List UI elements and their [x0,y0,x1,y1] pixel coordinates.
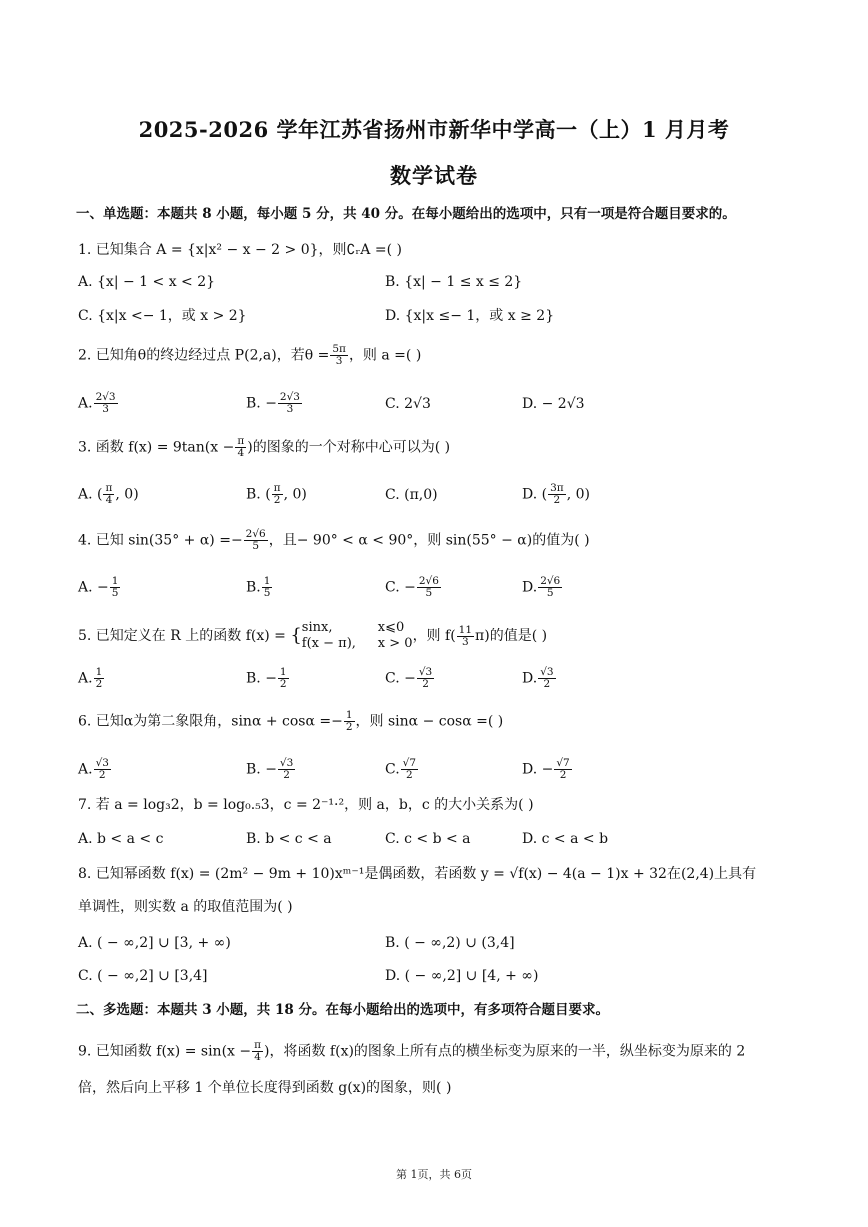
option-label: D. ( [522,486,548,503]
question-5-stem-post: π)的值是( ) [475,628,548,644]
fraction-numerator: √7 [402,757,417,769]
question-4-stem-post: ，且− 90° < α < 90°，则 sin(55° − α)的值为( ) [268,532,590,549]
fraction-denominator: 2 [543,678,551,690]
question-9-stem-pre: 9. 已知函数 f(x) = sin(x − [78,1043,252,1060]
option-label: B. ( [246,486,271,503]
option-fraction [278,758,295,781]
question-5-stem-mid: ，则 f( [412,628,456,644]
question-5-stem-fraction [457,625,474,648]
question-4-option-b [246,576,273,599]
option-fraction [103,483,114,506]
piecewise-case-1 [302,620,413,636]
option-suffix: , 0) [566,486,590,503]
case-expression: f(x − π), [301,636,356,651]
question-4-stem-fraction [244,529,268,552]
option-label: C. [385,761,400,778]
question-6-stem [78,710,503,733]
option-fraction [554,758,571,781]
fraction-denominator: 4 [105,494,113,506]
question-9-stem-post: )，将函数 f(x)的图象上所有点的横坐标变为原来的一半，纵坐标变为原来的 2 [264,1043,746,1060]
question-2-option-c: C. 2√3 [385,396,431,412]
question-8-option-d: D. ( − ∞,2] ∪ [4, + ∞) [385,968,539,984]
question-2-option-d: D. − 2√3 [522,396,585,412]
fraction-denominator: 4 [237,447,245,459]
question-7-option-b: B. b < c < a [246,831,332,847]
fraction-numerator: π [254,1039,262,1051]
question-4-option-d [522,576,563,599]
question-7-stem: 7. 若 a = log₃2，b = log₀.₅3，c = 2⁻¹·²，则 a，b，c 的大小关系为( ) [78,797,534,813]
option-fraction [110,576,121,599]
option-label: A. [78,395,93,412]
fraction-numerator: 2√3 [279,391,300,403]
section-heading-multiple-choice: 二、多选题：本题共 3 小题，共 18 分。在每小题给出的选项中，有多项符合题目要求。 [76,1002,609,1018]
option-suffix: , 0) [115,486,139,503]
fraction-denominator: 3 [286,403,294,415]
option-label: B. − [246,395,277,412]
question-6-option-a [78,758,112,781]
question-6-option-d [522,758,573,781]
question-8-stem-line-2: 单调性，则实数 a 的取值范围为( ) [78,899,293,915]
fraction-denominator: 5 [425,587,433,599]
option-fraction [538,576,562,599]
fraction-numerator: √3 [95,757,109,769]
question-7-option-d: D. c < a < b [522,831,609,847]
question-5-stem [78,620,547,652]
fraction-denominator: 4 [254,1051,261,1063]
option-label: A. [78,761,93,778]
question-5-stem-pre: 5. 已知定义在 R 上的函数 f(x) = [78,628,286,644]
fraction-numerator: 3π [550,482,564,494]
page-footer: 第 1页，共 6页 [396,1168,472,1181]
fraction-denominator: 2 [279,678,287,690]
question-3-stem [78,436,450,459]
question-6-stem-post: ，则 sinα − cosα =( ) [355,713,504,730]
fraction-denominator: 2 [283,769,290,781]
fraction-denominator: 3 [102,403,109,415]
question-9-stem [78,1040,745,1063]
option-fraction [538,667,555,690]
fraction-numerator: 1 [263,575,271,587]
question-3-stem-post: )的图象的一个对称中心可以为( ) [247,439,451,456]
fraction-denominator: 3 [462,635,469,648]
question-6-stem-fraction [344,710,355,733]
question-3-stem-pre: 3. 函数 f(x) = 9tan(x − [78,439,235,456]
question-1-option-b: B. {x| − 1 ≤ x ≤ 2} [385,274,523,290]
question-1-option-d: D. {x|x ≤− 1，或 x ≥ 2} [385,308,555,324]
option-label: A. ( [78,486,103,503]
question-2-stem-post: ，则 a =( ) [348,347,422,364]
fraction-numerator: π [273,482,281,494]
question-3-stem-fraction [235,436,246,459]
fraction-denominator: 2 [406,769,413,781]
option-label: B. − [246,761,277,778]
fraction-numerator: π [237,435,245,447]
question-6-stem-pre: 6. 已知α为第二象限角，sinα + cosα =− [78,713,343,730]
question-2-stem-fraction [330,344,348,367]
option-label: A. − [78,579,109,596]
question-3-option-b [246,483,307,506]
question-1-option-a: A. {x| − 1 < x < 2} [78,274,216,290]
section-heading-single-choice: 一、单选题：本题共 8 小题，每小题 5 分，共 40 分。在每小题给出的选项中，只有一项是符合题目要求的。 [76,206,736,222]
question-3-option-c: C. (π,0) [385,487,438,503]
option-fraction [94,758,111,781]
question-6-option-c [385,758,419,781]
question-9-stem-fraction [252,1040,263,1063]
question-7-option-a: A. b < a < c [78,831,164,847]
option-label: C. − [385,579,416,596]
option-label: C. − [385,670,416,687]
option-label: D. − [522,761,554,778]
fraction-numerator: √3 [540,666,554,678]
option-fraction [417,667,434,690]
option-label: A. [78,670,93,687]
question-8-option-a: A. ( − ∞,2] ∪ [3, + ∞) [78,935,231,951]
option-label: D. [522,670,538,687]
fraction-numerator: 1 [111,575,119,587]
page-title: 2025-2026 学年江苏省扬州市新华中学高一（上）1 月月考 [138,117,730,142]
fraction-denominator: 5 [111,587,119,599]
piecewise-brace: { [290,625,302,646]
fraction-numerator: 2√6 [540,575,561,587]
fraction-numerator: 1 [95,666,103,678]
option-fraction [262,576,273,599]
fraction-denominator: 2 [553,494,561,506]
question-5-option-c [385,667,435,690]
question-5-option-a [78,667,105,690]
option-fraction [272,483,283,506]
fraction-numerator: √3 [279,757,294,769]
question-1-stem: 1. 已知集合 A = {x|x² − x − 2 > 0}，则∁ᵣA =( ) [78,242,402,258]
fraction-numerator: 2√6 [418,575,439,587]
option-fraction [401,758,418,781]
fraction-denominator: 2 [95,678,103,690]
fraction-denominator: 2 [98,769,106,781]
question-8-stem-line-1: 8. 已知幂函数 f(x) = (2m² − 9m + 10)xᵐ⁻¹是偶函数，若函数 y = √f(x) − 4(a − 1)x + 32在(2,4)上具有 [78,866,757,882]
option-label: D. [522,579,538,596]
option-fraction [417,576,441,599]
question-2-option-a [78,392,119,415]
piecewise-cases [302,620,413,652]
question-4-stem-pre: 4. 已知 sin(35° + α) =− [78,532,243,549]
question-4-option-a [78,576,121,599]
fraction-numerator: 2√6 [245,528,266,540]
fraction-denominator: 2 [422,678,429,690]
option-fraction [548,483,566,506]
case-condition: x > 0 [377,636,413,651]
fraction-denominator: 5 [546,587,554,599]
option-fraction [94,667,105,690]
question-5-option-d [522,667,557,690]
fraction-numerator: √7 [556,757,570,769]
fraction-numerator: 11 [458,623,473,636]
question-7-option-c: C. c < b < a [385,831,471,847]
option-fraction [278,392,302,415]
fraction-numerator: 1 [345,709,353,721]
question-2-option-b [246,392,303,415]
option-suffix: , 0) [283,486,307,503]
question-1-option-c: C. {x|x <− 1，或 x > 2} [78,308,247,324]
option-label: B. [246,579,261,596]
question-4-option-c [385,576,442,599]
fraction-denominator: 2 [273,494,281,506]
question-6-option-b [246,758,296,781]
fraction-denominator: 3 [335,355,343,367]
fraction-denominator: 2 [559,769,567,781]
question-3-option-d [522,483,590,506]
question-5-option-b [246,667,290,690]
fraction-denominator: 2 [345,721,353,733]
option-fraction [278,667,289,690]
question-4-stem [78,529,590,552]
question-2-stem-pre: 2. 已知角θ的终边经过点 P(2,a)，若θ = [78,347,330,364]
fraction-numerator: 1 [279,666,287,678]
question-8-option-b: B. ( − ∞,2) ∪ (3,4] [385,935,515,951]
fraction-numerator: 2√3 [95,391,116,403]
option-label: B. − [246,670,277,687]
fraction-numerator: √3 [418,666,433,678]
question-3-option-a [78,483,139,506]
piecewise-case-2 [302,636,413,652]
fraction-numerator: 5π [332,343,346,355]
fraction-numerator: π [105,482,113,494]
question-9-stem-line-2: 倍，然后向上平移 1 个单位长度得到函数 g(x)的图象，则( ) [78,1080,452,1096]
question-8-option-c: C. ( − ∞,2] ∪ [3,4] [78,968,208,984]
fraction-denominator: 5 [263,587,271,599]
question-2-stem [78,344,421,367]
option-fraction [94,392,118,415]
case-expression: sinx, [301,620,333,635]
fraction-denominator: 5 [252,540,260,552]
case-condition: x⩽0 [377,620,405,635]
page-subtitle: 数学试卷 [390,163,478,188]
